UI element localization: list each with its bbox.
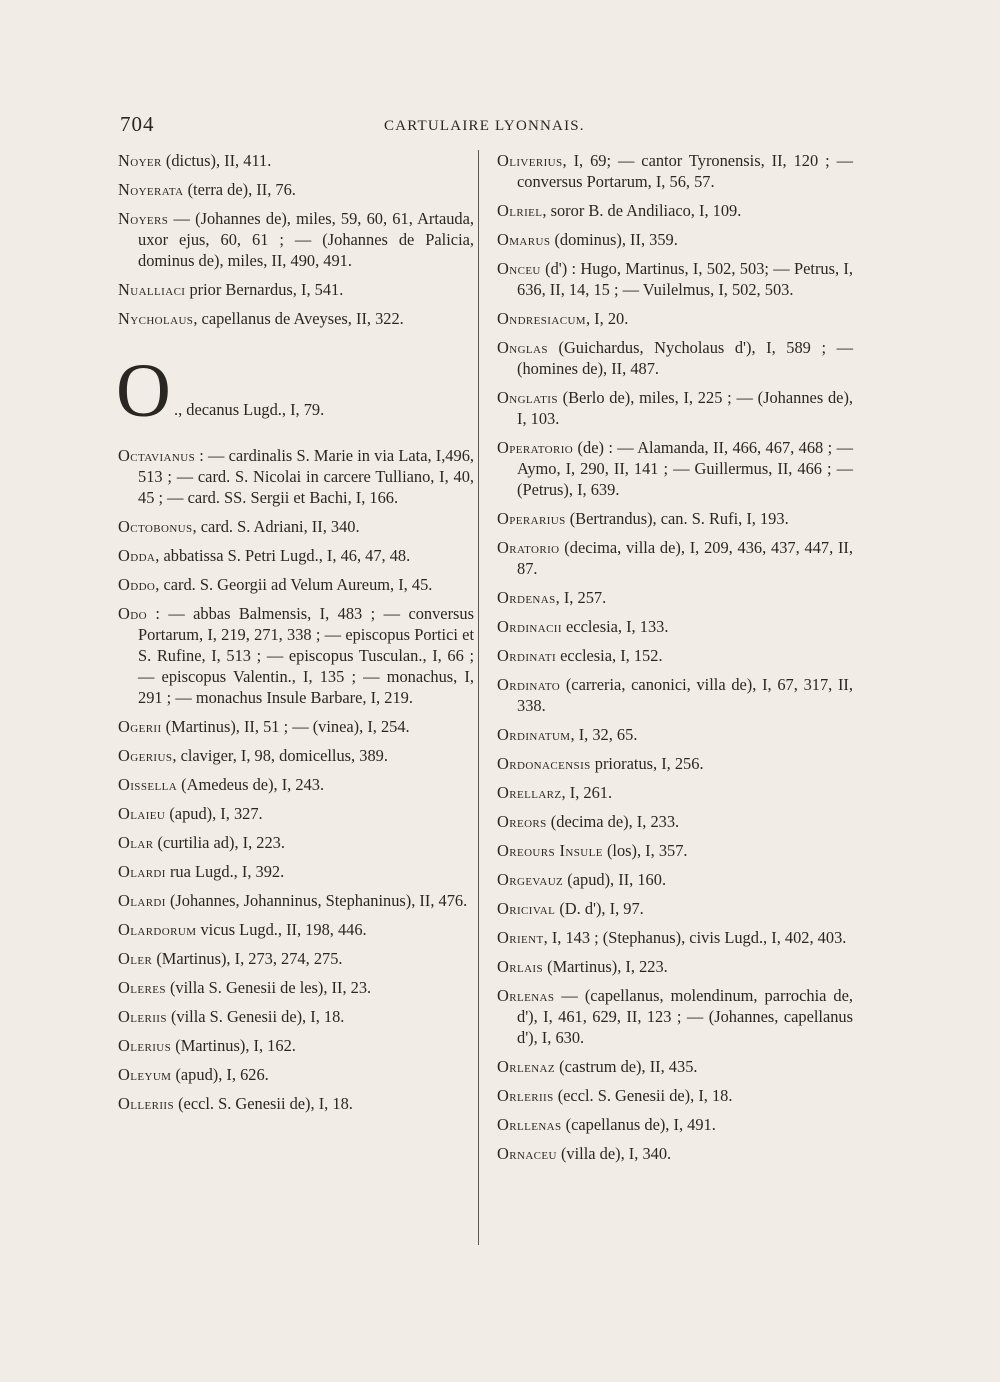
entry-headword: Oddo — [118, 575, 156, 594]
index-entry — [118, 716, 474, 737]
entry-headword: Olardi — [118, 862, 166, 881]
page-number: 704 — [120, 112, 155, 136]
index-entry — [118, 861, 474, 882]
index-entry — [118, 774, 474, 795]
entry-references: (castrum de), II, 435. — [555, 1057, 698, 1076]
index-entry — [497, 150, 853, 192]
entry-references: (Martinus), I, 223. — [543, 957, 668, 976]
entry-headword: Ogerii — [118, 717, 162, 736]
index-entry — [497, 1114, 853, 1135]
entry-references: , I, 143 ; (Stephanus), civis Lugd., I, 402, 403. — [543, 928, 847, 947]
entry-headword: Orient — [497, 928, 544, 947]
entry-headword: Noyer — [118, 151, 162, 170]
entry-references: , I, 261. — [561, 783, 613, 802]
entry-references: (de) : — Alamanda, II, 466, 467, 468 ; — Aymo, I, 290, II, 141 ; — Guillermus, II, 466 ; — (Petrus), I, 639. — [517, 438, 853, 499]
entry-headword: Odo — [118, 604, 147, 623]
left-entries-after — [118, 445, 474, 1114]
entry-headword: Oler — [118, 949, 153, 968]
entry-headword: Ordinacii — [497, 617, 562, 636]
index-entry — [118, 1035, 474, 1056]
entry-headword: Orlenaz — [497, 1057, 556, 1076]
entry-references: , I, 32, 65. — [570, 725, 638, 744]
index-entry — [497, 508, 853, 529]
index-entry — [118, 977, 474, 998]
entry-headword: Operatorio — [497, 438, 574, 457]
index-entry — [497, 1143, 853, 1164]
entry-references: prioratus, I, 256. — [590, 754, 704, 773]
entry-references: , claviger, I, 98, domicellus, 389. — [172, 746, 388, 765]
entry-references: (Bertrandus), can. S. Rufi, I, 193. — [565, 509, 789, 528]
entry-headword: Onglatis — [497, 388, 558, 407]
entry-headword: Olaieu — [118, 804, 166, 823]
index-entry — [118, 745, 474, 766]
entry-headword: Orgevauz — [497, 870, 564, 889]
entry-references: (Johannes, Johanninus, Stephaninus), II, 476. — [165, 891, 468, 910]
entry-references: (Guichardus, Nycholaus d'), I, 589 ; — (homines de), II, 487. — [517, 338, 853, 378]
entry-headword: Noyers — [118, 209, 169, 228]
entry-references: (eccl. S. Genesii de), I, 18. — [553, 1086, 733, 1105]
index-entry — [497, 753, 853, 774]
section-o-heading — [116, 349, 474, 435]
entry-references: , abbatissa S. Petri Lugd., I, 46, 47, 48. — [155, 546, 411, 565]
index-entry — [497, 956, 853, 977]
entry-headword: Olardorum — [118, 920, 197, 939]
index-entry — [497, 927, 853, 948]
index-entry — [118, 279, 474, 300]
index-entry — [497, 258, 853, 300]
entry-references: (terra de), II, 76. — [183, 180, 296, 199]
index-entry — [497, 1056, 853, 1077]
entry-references: (carreria, canonici, villa de), I, 67, 317, II, 338. — [517, 675, 853, 715]
index-entry — [497, 616, 853, 637]
entry-references: (d') : Hugo, Martinus, I, 502, 503; — Petrus, I, 636, II, 14, 15 ; — Vuilelmus, I, 502, 503. — [517, 259, 853, 299]
index-entry — [497, 645, 853, 666]
entry-headword: Ordinati — [497, 646, 557, 665]
entry-references: , card. S. Georgii ad Velum Aureum, I, 45. — [155, 575, 433, 594]
index-entry — [497, 308, 853, 329]
index-entry — [118, 308, 474, 329]
index-entry — [497, 387, 853, 429]
entry-headword: Oleyum — [118, 1065, 172, 1084]
entry-headword: Orellarz — [497, 783, 562, 802]
index-entry — [118, 603, 474, 708]
index-entry — [118, 150, 474, 171]
drop-cap-entry: ., decanus Lugd., I, 79. — [174, 400, 325, 419]
index-entry — [497, 898, 853, 919]
entry-references: (los), I, 357. — [602, 841, 688, 860]
entry-headword: Onglas — [497, 338, 548, 357]
entry-references: , I, 257. — [555, 588, 607, 607]
entry-references: (villa de), I, 340. — [556, 1144, 672, 1163]
index-entry — [118, 179, 474, 200]
entry-references: (dominus), II, 359. — [550, 230, 678, 249]
index-entry — [118, 545, 474, 566]
entry-references: (villa S. Genesii de les), II, 23. — [165, 978, 372, 997]
entry-headword: Octobonus — [118, 517, 193, 536]
entry-references: (Martinus), I, 162. — [171, 1036, 296, 1055]
index-entry — [118, 1006, 474, 1027]
entry-headword: Olerius — [118, 1036, 172, 1055]
entry-headword: Olleriis — [118, 1094, 174, 1113]
entry-references: (curtilia ad), I, 223. — [153, 833, 285, 852]
entry-references: , I, 20. — [585, 309, 629, 328]
index-entry — [118, 1064, 474, 1085]
entry-references: rua Lugd., I, 392. — [165, 862, 285, 881]
entry-headword: Ogerius — [118, 746, 173, 765]
entry-headword: Ordonacensis — [497, 754, 591, 773]
entry-headword: Nycholaus — [118, 309, 194, 328]
index-entry — [497, 985, 853, 1048]
index-entry — [118, 890, 474, 911]
entry-headword: Olriel — [497, 201, 543, 220]
entry-headword: Oricival — [497, 899, 556, 918]
index-entry — [497, 782, 853, 803]
entry-headword: Oreours Insule — [497, 841, 603, 860]
column-divider — [478, 150, 479, 1245]
entry-headword: Omarus — [497, 230, 551, 249]
right-entries — [497, 150, 853, 1164]
drop-cap-letter: O — [116, 349, 171, 433]
entry-references: — (Johannes de), miles, 59, 60, 61, Artauda, uxor ejus, 60, 61 ; — (Johannes de Palicia, dominus de), miles, II, 490, 491. — [138, 209, 474, 270]
entry-references: , soror B. de Andiliaco, I, 109. — [542, 201, 742, 220]
index-entry — [497, 840, 853, 861]
index-entry — [497, 337, 853, 379]
left-column — [118, 150, 474, 1122]
entry-headword: Octavianus — [118, 446, 196, 465]
index-entry — [118, 803, 474, 824]
entry-references: (Martinus), II, 51 ; — (vinea), I, 254. — [161, 717, 410, 736]
index-entry — [118, 832, 474, 853]
entry-references: (apud), I, 327. — [165, 804, 263, 823]
entry-references: (apud), II, 160. — [563, 870, 667, 889]
index-entry — [118, 948, 474, 969]
entry-references: vicus Lugd., II, 198, 446. — [196, 920, 367, 939]
entry-references: ecclesia, I, 133. — [561, 617, 669, 636]
entry-headword: Ordenas — [497, 588, 556, 607]
index-entry — [497, 1085, 853, 1106]
index-entry — [118, 445, 474, 508]
entry-headword: Ordinato — [497, 675, 561, 694]
entry-headword: Oleriis — [118, 1007, 167, 1026]
entry-references: (decima de), I, 233. — [546, 812, 680, 831]
index-entry — [118, 516, 474, 537]
entry-headword: Orllenas — [497, 1115, 562, 1134]
entry-headword: Oleres — [118, 978, 166, 997]
entry-references: (apud), I, 626. — [171, 1065, 269, 1084]
right-column — [497, 150, 853, 1172]
entry-references: prior Bernardus, I, 541. — [185, 280, 344, 299]
entry-references: (Martinus), I, 273, 274, 275. — [152, 949, 343, 968]
entry-references: (dictus), II, 411. — [161, 151, 272, 170]
entry-headword: Ornaceu — [497, 1144, 557, 1163]
entry-headword: Operarius — [497, 509, 566, 528]
index-entry — [497, 437, 853, 500]
index-entry — [497, 869, 853, 890]
entry-references: (capellanus de), I, 491. — [561, 1115, 716, 1134]
index-entry — [497, 587, 853, 608]
index-entry — [497, 200, 853, 221]
entry-headword: Olar — [118, 833, 154, 852]
entry-references: (Amedeus de), I, 243. — [177, 775, 325, 794]
entry-headword: Odda — [118, 546, 156, 565]
index-entry — [497, 724, 853, 745]
index-entry — [118, 919, 474, 940]
entry-references: , I, 69; — cantor Tyronensis, II, 120 ; — conversus Portarum, I, 56, 57. — [517, 151, 853, 191]
running-title: CARTULAIRE LYONNAIS. — [384, 118, 585, 134]
index-entry — [497, 674, 853, 716]
entry-headword: Ordinatum — [497, 725, 571, 744]
entry-headword: Onceu — [497, 259, 541, 278]
entry-headword: Nualliaci — [118, 280, 186, 299]
entry-references: : — cardinalis S. Marie in via Lata, I,496, 513 ; — card. S. Nicolai in carcere Tulliano, I, 40, 45 ; — card. SS. Sergii et Bachi, I, 166. — [138, 446, 474, 507]
entry-references: : — abbas Balmensis, I, 483 ; — conversus Portarum, I, 219, 271, 338 ; — episcopus Portici et S. Rufine, I, 513 ; — episcopus Tusculan., I, 66 ; — episcopus Valentin., I, 135 ; — monachus, I, 291 ; — monachus Insule Barbare, I, 219. — [138, 604, 474, 707]
entry-references: ecclesia, I, 152. — [556, 646, 663, 665]
entry-headword: Oratorio — [497, 538, 560, 557]
entry-references: (Berlo de), miles, I, 225 ; — (Johannes de), I, 103. — [517, 388, 853, 428]
index-entry — [497, 537, 853, 579]
entry-headword: Orlais — [497, 957, 544, 976]
entry-headword: Orleriis — [497, 1086, 554, 1105]
entry-headword: Noyerata — [118, 180, 184, 199]
entry-references: (decima, villa de), I, 209, 436, 437, 447, II, 87. — [517, 538, 853, 578]
entry-headword: Olardi — [118, 891, 166, 910]
entry-headword: Ondresiacum — [497, 309, 586, 328]
entry-references: , card. S. Adriani, II, 340. — [192, 517, 360, 536]
index-entry — [118, 208, 474, 271]
index-entry — [118, 1093, 474, 1114]
left-entries-before — [118, 150, 474, 329]
index-entry — [497, 229, 853, 250]
entry-headword: Orlenas — [497, 986, 555, 1005]
entry-references: , capellanus de Aveyses, II, 322. — [193, 309, 404, 328]
entry-references: — (capellanus, molendinum, parrochia de, d'), I, 461, 629, II, 123 ; — (Johannes, capellanus d'), I, 630. — [517, 986, 853, 1047]
entry-references: (D. d'), I, 97. — [555, 899, 644, 918]
entry-headword: Oreors — [497, 812, 547, 831]
entry-references: (eccl. S. Genesii de), I, 18. — [173, 1094, 353, 1113]
index-entry — [497, 811, 853, 832]
entry-headword: Oliverius — [497, 151, 563, 170]
entry-headword: Oissella — [118, 775, 178, 794]
index-entry — [118, 574, 474, 595]
entry-references: (villa S. Genesii de), I, 18. — [166, 1007, 345, 1026]
